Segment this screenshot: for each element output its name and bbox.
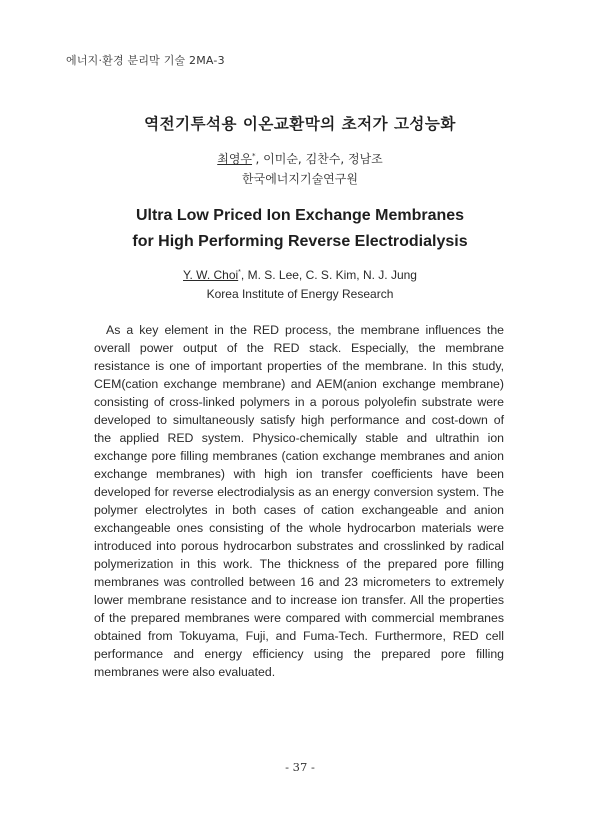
english-presenter: Y. W. Choi bbox=[183, 268, 239, 282]
korean-affiliation: 한국에너지기술연구원 bbox=[242, 172, 358, 186]
korean-title: 역전기투석용 이온교환막의 초저가 고성능화 bbox=[144, 115, 456, 133]
abstract-body: As a key element in the RED process, the membrane influences the overall power output of the RED stack. Especially, the membrane resistance is one of important properties of the membrane. In this study, CEM(cation exchange membrane) and AEM(anion exchange membrane) consisting of cross-linked polymers in a porous polyolefin substrate were developed to simultaneously satisfy high performance and cost-down of the applied RED system. Physico-chemically stable and ultrathin ion exchange pore filling membranes (cation exchange membranes and anion exchange membranes) with high ion transfer coefficients have been developed for reverse electrodialysis as an energy conversion system. The polymer electrolytes in both cases of cation exchangeable and anion exchangeable ones consisting of the whole hydrocarbon materials were introduced into porous hydrocarbon substrates and crosslinked by radical polymerization in this work. The thickness of the prepared pore filling membranes was controlled between 16 and 23 micrometers to extremely lower membrane resistance and to increase ion transfer. All the properties of the prepared membranes were compared with commercial membranes obtained from Tokuyama, Fuji, and Fuma-Tech. Furthermore, RED cell performance and energy efficiency using the prepared pore filling membranes were also evaluated. bbox=[94, 323, 504, 679]
page-number: - 37 - bbox=[285, 760, 315, 774]
korean-authors bbox=[0, 150, 600, 167]
english-title-line-1: Ultra Low Priced Ion Exchange Membranes bbox=[135, 207, 465, 224]
english-title-line-2: for High Performing Reverse Electrodialysis bbox=[132, 233, 468, 250]
english-affiliation: Korea Institute of Energy Research bbox=[206, 287, 394, 301]
korean-coauthors: , 이미순, 김찬수, 정남조 bbox=[255, 152, 383, 166]
english-coauthors: , M. S. Lee, C. S. Kim, N. J. Jung bbox=[240, 268, 417, 282]
english-presenter-mark: * bbox=[238, 269, 241, 276]
english-title bbox=[0, 203, 600, 255]
english-authors bbox=[0, 268, 600, 282]
korean-presenter-mark: * bbox=[252, 152, 256, 160]
session-header: 에너지·환경 분리막 기술 2MA-3 bbox=[66, 54, 225, 67]
korean-presenter: 최영우 bbox=[217, 152, 253, 166]
